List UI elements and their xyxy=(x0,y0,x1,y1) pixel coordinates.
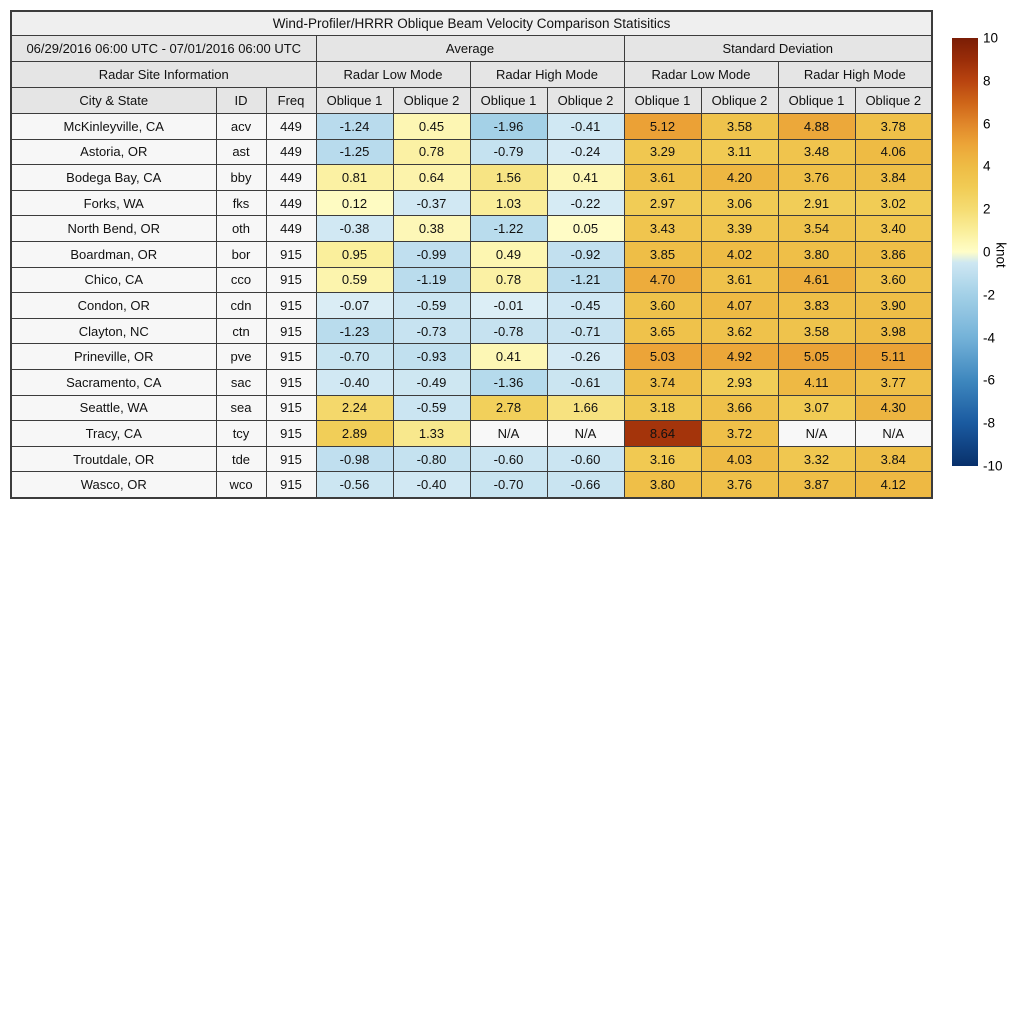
city-state-cell: Prineville, OR xyxy=(11,344,216,370)
city-state-column-header: City & State xyxy=(11,88,216,114)
value-cell: 5.11 xyxy=(855,344,932,370)
value-cell: -1.25 xyxy=(316,139,393,165)
city-state-cell: Boardman, OR xyxy=(11,241,216,267)
value-cell: 3.61 xyxy=(701,267,778,293)
value-cell: 3.07 xyxy=(778,395,855,421)
table-row xyxy=(11,421,932,447)
value-cell: 4.06 xyxy=(855,139,932,165)
table-title: Wind-Profiler/HRRR Oblique Beam Velocity Comparison Statisitics xyxy=(11,11,932,36)
value-cell: 0.64 xyxy=(393,165,470,191)
colorbar-tick-label: -4 xyxy=(983,330,996,346)
value-cell: 5.12 xyxy=(624,114,701,140)
oblique1-column-header: Oblique 1 xyxy=(624,88,701,114)
value-cell: 3.60 xyxy=(855,267,932,293)
site-id-cell: acv xyxy=(216,114,266,140)
value-cell: -1.23 xyxy=(316,318,393,344)
value-cell: -0.45 xyxy=(547,293,624,319)
value-cell: 3.62 xyxy=(701,318,778,344)
value-cell: 3.76 xyxy=(701,472,778,498)
value-cell: 4.12 xyxy=(855,472,932,498)
colorbar-tick-label: -2 xyxy=(983,287,996,303)
value-cell: 1.66 xyxy=(547,395,624,421)
table-data-body xyxy=(11,114,932,498)
site-id-cell: tcy xyxy=(216,421,266,447)
value-cell: N/A xyxy=(778,421,855,447)
table-row xyxy=(11,395,932,421)
std-deviation-group-header: Standard Deviation xyxy=(624,36,932,62)
city-state-cell: Astoria, OR xyxy=(11,139,216,165)
freq-cell: 915 xyxy=(266,241,316,267)
value-cell: 3.65 xyxy=(624,318,701,344)
value-cell: -0.01 xyxy=(470,293,547,319)
table-title-row xyxy=(11,11,932,36)
site-id-cell: oth xyxy=(216,216,266,242)
site-id-cell: bby xyxy=(216,165,266,191)
value-cell: 0.78 xyxy=(393,139,470,165)
table-row xyxy=(11,114,932,140)
value-cell: -0.70 xyxy=(316,344,393,370)
value-cell: 0.59 xyxy=(316,267,393,293)
table-row xyxy=(11,216,932,242)
value-cell: 3.02 xyxy=(855,190,932,216)
value-cell: 0.49 xyxy=(470,241,547,267)
value-cell: -0.59 xyxy=(393,293,470,319)
value-cell: -0.71 xyxy=(547,318,624,344)
site-id-cell: pve xyxy=(216,344,266,370)
freq-column-header: Freq xyxy=(266,88,316,114)
freq-cell: 449 xyxy=(266,165,316,191)
oblique1-column-header: Oblique 1 xyxy=(778,88,855,114)
value-cell: 3.60 xyxy=(624,293,701,319)
value-cell: 2.91 xyxy=(778,190,855,216)
freq-cell: 915 xyxy=(266,344,316,370)
value-cell: -1.96 xyxy=(470,114,547,140)
value-cell: 2.24 xyxy=(316,395,393,421)
colorbar-tick-label: 6 xyxy=(983,116,991,132)
value-cell: -0.66 xyxy=(547,472,624,498)
value-cell: 2.89 xyxy=(316,421,393,447)
value-cell: -0.40 xyxy=(393,472,470,498)
site-id-cell: fks xyxy=(216,190,266,216)
colorbar-tick-label: 10 xyxy=(983,30,999,46)
freq-cell: 915 xyxy=(266,369,316,395)
value-cell: 1.56 xyxy=(470,165,547,191)
value-cell: 3.85 xyxy=(624,241,701,267)
colorbar-tick-label: 0 xyxy=(983,244,991,260)
oblique2-column-header: Oblique 2 xyxy=(547,88,624,114)
statistics-table xyxy=(10,10,933,499)
value-cell: 3.72 xyxy=(701,421,778,447)
value-cell: -0.80 xyxy=(393,446,470,472)
value-cell: 4.07 xyxy=(701,293,778,319)
value-cell: 0.95 xyxy=(316,241,393,267)
value-cell: 3.43 xyxy=(624,216,701,242)
value-cell: -0.70 xyxy=(470,472,547,498)
city-state-cell: Tracy, CA xyxy=(11,421,216,447)
value-cell: 8.64 xyxy=(624,421,701,447)
value-cell: -0.59 xyxy=(393,395,470,421)
value-cell: 3.77 xyxy=(855,369,932,395)
site-id-cell: tde xyxy=(216,446,266,472)
value-cell: 2.78 xyxy=(470,395,547,421)
value-cell: 3.11 xyxy=(701,139,778,165)
value-cell: 4.11 xyxy=(778,369,855,395)
value-cell: 3.48 xyxy=(778,139,855,165)
value-cell: -1.21 xyxy=(547,267,624,293)
value-cell: N/A xyxy=(470,421,547,447)
freq-cell: 915 xyxy=(266,395,316,421)
value-cell: 4.61 xyxy=(778,267,855,293)
value-cell: -0.60 xyxy=(470,446,547,472)
value-cell: 0.05 xyxy=(547,216,624,242)
average-group-header: Average xyxy=(316,36,624,62)
value-cell: 3.61 xyxy=(624,165,701,191)
value-cell: -0.41 xyxy=(547,114,624,140)
value-cell: 3.54 xyxy=(778,216,855,242)
value-cell: -0.24 xyxy=(547,139,624,165)
value-cell: 1.03 xyxy=(470,190,547,216)
value-cell: -0.92 xyxy=(547,241,624,267)
site-id-cell: bor xyxy=(216,241,266,267)
city-state-cell: Seattle, WA xyxy=(11,395,216,421)
oblique2-column-header: Oblique 2 xyxy=(701,88,778,114)
value-cell: 3.58 xyxy=(701,114,778,140)
date-range-label: 06/29/2016 06:00 UTC - 07/01/2016 06:00 UTC xyxy=(11,36,316,62)
value-cell: 4.03 xyxy=(701,446,778,472)
value-cell: -0.93 xyxy=(393,344,470,370)
colorbar-tick-label: 4 xyxy=(983,158,991,174)
value-cell: -0.38 xyxy=(316,216,393,242)
value-cell: -0.26 xyxy=(547,344,624,370)
radar-site-info-header: Radar Site Information xyxy=(11,62,316,88)
value-cell: 3.80 xyxy=(624,472,701,498)
value-cell: 5.05 xyxy=(778,344,855,370)
city-state-cell: Chico, CA xyxy=(11,267,216,293)
value-cell: 3.98 xyxy=(855,318,932,344)
value-cell: -0.73 xyxy=(393,318,470,344)
site-id-cell: sac xyxy=(216,369,266,395)
value-cell: N/A xyxy=(855,421,932,447)
value-cell: 4.92 xyxy=(701,344,778,370)
site-id-cell: ast xyxy=(216,139,266,165)
value-cell: -1.36 xyxy=(470,369,547,395)
oblique2-column-header: Oblique 2 xyxy=(855,88,932,114)
table-row xyxy=(11,139,932,165)
table-row xyxy=(11,472,932,498)
id-column-header: ID xyxy=(216,88,266,114)
value-cell: 2.97 xyxy=(624,190,701,216)
value-cell: 3.84 xyxy=(855,446,932,472)
value-cell: -0.99 xyxy=(393,241,470,267)
colorbar-tick-label: -8 xyxy=(983,415,996,431)
value-cell: 2.93 xyxy=(701,369,778,395)
value-cell: 3.76 xyxy=(778,165,855,191)
value-cell: -1.19 xyxy=(393,267,470,293)
value-cell: 1.33 xyxy=(393,421,470,447)
freq-cell: 915 xyxy=(266,421,316,447)
value-cell: 0.78 xyxy=(470,267,547,293)
value-cell: 3.39 xyxy=(701,216,778,242)
colorbar-tick-label: 8 xyxy=(983,73,991,89)
value-cell: -0.98 xyxy=(316,446,393,472)
value-cell: 0.41 xyxy=(547,165,624,191)
site-id-cell: cdn xyxy=(216,293,266,319)
value-cell: 3.06 xyxy=(701,190,778,216)
std-high-mode-header: Radar High Mode xyxy=(778,62,932,88)
value-cell: 0.81 xyxy=(316,165,393,191)
value-cell: 3.18 xyxy=(624,395,701,421)
table-row xyxy=(11,318,932,344)
table-row xyxy=(11,369,932,395)
oblique2-column-header: Oblique 2 xyxy=(393,88,470,114)
site-id-cell: wco xyxy=(216,472,266,498)
table-row xyxy=(11,446,932,472)
value-cell: -1.24 xyxy=(316,114,393,140)
value-cell: 3.80 xyxy=(778,241,855,267)
oblique1-column-header: Oblique 1 xyxy=(470,88,547,114)
value-cell: 4.02 xyxy=(701,241,778,267)
table-row xyxy=(11,293,932,319)
table-row xyxy=(11,190,932,216)
value-cell: 3.78 xyxy=(855,114,932,140)
freq-cell: 915 xyxy=(266,318,316,344)
value-cell: 3.90 xyxy=(855,293,932,319)
value-cell: -0.78 xyxy=(470,318,547,344)
avg-low-mode-header: Radar Low Mode xyxy=(316,62,470,88)
avg-high-mode-header: Radar High Mode xyxy=(470,62,624,88)
table-row xyxy=(11,241,932,267)
value-cell: -0.61 xyxy=(547,369,624,395)
value-cell: 3.66 xyxy=(701,395,778,421)
table-row xyxy=(11,165,932,191)
city-state-cell: Sacramento, CA xyxy=(11,369,216,395)
value-cell: -0.56 xyxy=(316,472,393,498)
city-state-cell: Wasco, OR xyxy=(11,472,216,498)
freq-cell: 915 xyxy=(266,446,316,472)
value-cell: -0.40 xyxy=(316,369,393,395)
value-cell: -0.07 xyxy=(316,293,393,319)
value-cell: 3.83 xyxy=(778,293,855,319)
city-state-cell: Troutdale, OR xyxy=(11,446,216,472)
city-state-cell: Clayton, NC xyxy=(11,318,216,344)
freq-cell: 915 xyxy=(266,293,316,319)
value-cell: 3.16 xyxy=(624,446,701,472)
city-state-cell: Forks, WA xyxy=(11,190,216,216)
value-cell: 4.30 xyxy=(855,395,932,421)
value-cell: -0.37 xyxy=(393,190,470,216)
std-low-mode-header: Radar Low Mode xyxy=(624,62,778,88)
value-cell: 3.84 xyxy=(855,165,932,191)
freq-cell: 449 xyxy=(266,139,316,165)
table-row xyxy=(11,267,932,293)
colorbar-gradient xyxy=(952,38,978,466)
freq-cell: 449 xyxy=(266,216,316,242)
colorbar-tick-label: -6 xyxy=(983,372,996,388)
value-cell: -0.60 xyxy=(547,446,624,472)
value-cell: 5.03 xyxy=(624,344,701,370)
site-id-cell: sea xyxy=(216,395,266,421)
value-cell: -0.22 xyxy=(547,190,624,216)
freq-cell: 449 xyxy=(266,114,316,140)
value-cell: 0.12 xyxy=(316,190,393,216)
city-state-cell: North Bend, OR xyxy=(11,216,216,242)
colorbar-unit-label: knot xyxy=(993,242,1009,268)
value-cell: 3.86 xyxy=(855,241,932,267)
value-cell: 4.70 xyxy=(624,267,701,293)
colorbar-tick-label: 2 xyxy=(983,201,991,217)
value-cell: 3.32 xyxy=(778,446,855,472)
colorbar-tick-label: -10 xyxy=(983,458,1003,474)
site-id-cell: ctn xyxy=(216,318,266,344)
table-group-header-row xyxy=(11,36,932,62)
table-column-header-row xyxy=(11,88,932,114)
city-state-cell: Condon, OR xyxy=(11,293,216,319)
oblique1-column-header: Oblique 1 xyxy=(316,88,393,114)
freq-cell: 449 xyxy=(266,190,316,216)
value-cell: 4.20 xyxy=(701,165,778,191)
value-cell: -0.49 xyxy=(393,369,470,395)
value-cell: 4.88 xyxy=(778,114,855,140)
value-cell: 0.41 xyxy=(470,344,547,370)
site-id-cell: cco xyxy=(216,267,266,293)
value-cell: -0.79 xyxy=(470,139,547,165)
freq-cell: 915 xyxy=(266,472,316,498)
table-mode-header-row xyxy=(11,62,932,88)
value-cell: 3.87 xyxy=(778,472,855,498)
value-cell: 0.38 xyxy=(393,216,470,242)
value-cell: 3.29 xyxy=(624,139,701,165)
value-cell: 3.40 xyxy=(855,216,932,242)
city-state-cell: Bodega Bay, CA xyxy=(11,165,216,191)
value-cell: N/A xyxy=(547,421,624,447)
value-cell: 3.58 xyxy=(778,318,855,344)
freq-cell: 915 xyxy=(266,267,316,293)
value-cell: -1.22 xyxy=(470,216,547,242)
value-cell: 0.45 xyxy=(393,114,470,140)
value-cell: 3.74 xyxy=(624,369,701,395)
city-state-cell: McKinleyville, CA xyxy=(11,114,216,140)
table-row xyxy=(11,344,932,370)
